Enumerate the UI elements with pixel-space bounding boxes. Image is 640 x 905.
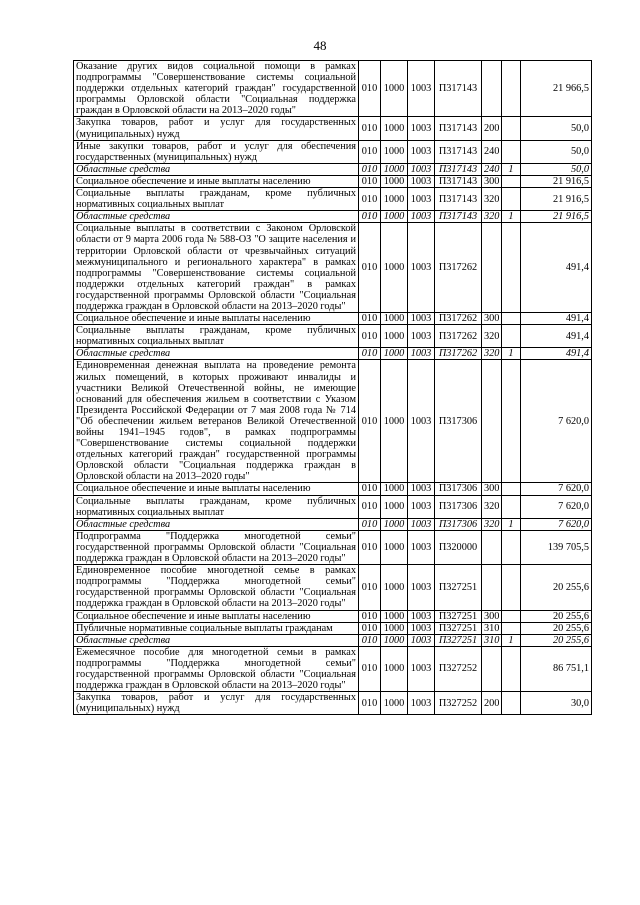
ministry-code: 010 <box>359 483 381 495</box>
target-article-code: П317143 <box>435 140 482 163</box>
table-row <box>74 348 592 360</box>
section-code: 1000 <box>381 348 408 360</box>
funding-source-code <box>502 692 521 715</box>
expense-type-code <box>482 565 502 610</box>
table-row <box>74 211 592 223</box>
funding-source-code <box>502 360 521 483</box>
expense-type-code <box>482 530 502 564</box>
amount: 491,4 <box>521 313 592 325</box>
expense-type-code <box>482 360 502 483</box>
table-row <box>74 646 592 691</box>
row-description: Социальное обеспечение и иные выплаты населению <box>74 483 359 495</box>
funding-source-code <box>502 313 521 325</box>
section-code: 1000 <box>381 610 408 622</box>
funding-source-code <box>502 140 521 163</box>
funding-source-code <box>502 646 521 691</box>
subsection-code: 1003 <box>408 495 435 518</box>
funding-source-code: 1 <box>502 634 521 646</box>
section-code: 1000 <box>381 188 408 211</box>
expense-type-code <box>482 61 502 117</box>
funding-source-code: 1 <box>502 518 521 530</box>
row-description: Ежемесячное пособие для многодетной семьи в рамках подпрограммы "Поддержка многодетной семьи" государственной программы Орловской области "Социальная поддержка граждан в Орловской области на 2013–2020 годы" <box>74 646 359 691</box>
ministry-code: 010 <box>359 211 381 223</box>
table-row <box>74 518 592 530</box>
subsection-code: 1003 <box>408 610 435 622</box>
row-description: Социальное обеспечение и иные выплаты населению <box>74 313 359 325</box>
amount: 20 255,6 <box>521 610 592 622</box>
ministry-code: 010 <box>359 622 381 634</box>
row-description: Социальные выплаты гражданам, кроме публичных нормативных социальных выплат <box>74 325 359 348</box>
table-row <box>74 117 592 140</box>
table-row <box>74 163 592 175</box>
target-article-code: П317306 <box>435 518 482 530</box>
table-row <box>74 175 592 187</box>
expense-type-code: 320 <box>482 518 502 530</box>
ministry-code: 010 <box>359 223 381 313</box>
expense-type-code: 240 <box>482 140 502 163</box>
amount: 20 255,6 <box>521 634 592 646</box>
subsection-code: 1003 <box>408 483 435 495</box>
section-code: 1000 <box>381 565 408 610</box>
target-article-code: П317143 <box>435 175 482 187</box>
target-article-code: П327251 <box>435 634 482 646</box>
section-code: 1000 <box>381 163 408 175</box>
expense-type-code: 310 <box>482 634 502 646</box>
funding-source-code <box>502 188 521 211</box>
amount: 20 255,6 <box>521 622 592 634</box>
amount: 86 751,1 <box>521 646 592 691</box>
target-article-code: П327252 <box>435 692 482 715</box>
funding-source-code <box>502 325 521 348</box>
target-article-code: П327251 <box>435 622 482 634</box>
page-number: 48 <box>313 38 327 53</box>
row-description: Социальное обеспечение и иные выплаты населению <box>74 175 359 187</box>
funding-source-code <box>502 117 521 140</box>
ministry-code: 010 <box>359 530 381 564</box>
amount: 139 705,5 <box>521 530 592 564</box>
table-row <box>74 692 592 715</box>
target-article-code: П327251 <box>435 565 482 610</box>
funding-source-code <box>502 61 521 117</box>
amount: 491,4 <box>521 325 592 348</box>
target-article-code: П317262 <box>435 325 482 348</box>
target-article-code: П327251 <box>435 610 482 622</box>
table-row <box>74 188 592 211</box>
section-code: 1000 <box>381 634 408 646</box>
expense-type-code: 200 <box>482 692 502 715</box>
table-row <box>74 313 592 325</box>
ministry-code: 010 <box>359 325 381 348</box>
row-description: Подпрограмма "Поддержка многодетной семьи" государственной программы Орловской области "Социальная поддержка граждан в Орловской области на 2013–2020 годы" <box>74 530 359 564</box>
funding-source-code: 1 <box>502 348 521 360</box>
section-code: 1000 <box>381 518 408 530</box>
ministry-code: 010 <box>359 610 381 622</box>
amount: 20 255,6 <box>521 565 592 610</box>
funding-source-code <box>502 175 521 187</box>
section-code: 1000 <box>381 175 408 187</box>
subsection-code: 1003 <box>408 313 435 325</box>
amount: 7 620,0 <box>521 518 592 530</box>
ministry-code: 010 <box>359 692 381 715</box>
expense-type-code: 310 <box>482 622 502 634</box>
ministry-code: 010 <box>359 360 381 483</box>
target-article-code: П317262 <box>435 313 482 325</box>
section-code: 1000 <box>381 61 408 117</box>
amount: 21 916,5 <box>521 211 592 223</box>
subsection-code: 1003 <box>408 61 435 117</box>
subsection-code: 1003 <box>408 348 435 360</box>
expense-type-code: 320 <box>482 325 502 348</box>
row-description: Социальные выплаты гражданам, кроме публичных нормативных социальных выплат <box>74 188 359 211</box>
section-code: 1000 <box>381 325 408 348</box>
table-row <box>74 622 592 634</box>
expense-type-code: 320 <box>482 495 502 518</box>
row-description: Социальное обеспечение и иные выплаты населению <box>74 610 359 622</box>
funding-source-code <box>502 223 521 313</box>
subsection-code: 1003 <box>408 163 435 175</box>
subsection-code: 1003 <box>408 634 435 646</box>
row-description: Оказание других видов социальной помощи в рамках подпрограммы "Совершенствование системы социальной поддержки отдельных категорий граждан" государственной программы Орловской области "Социальная поддержка граждан в Орловской области на 2013–2020 годы" <box>74 61 359 117</box>
section-code: 1000 <box>381 117 408 140</box>
subsection-code: 1003 <box>408 622 435 634</box>
table-row <box>74 360 592 483</box>
table-row <box>74 610 592 622</box>
expense-type-code: 200 <box>482 117 502 140</box>
funding-source-code: 1 <box>502 163 521 175</box>
budget-table <box>73 60 592 715</box>
row-description: Областные средства <box>74 348 359 360</box>
amount: 7 620,0 <box>521 495 592 518</box>
section-code: 1000 <box>381 223 408 313</box>
ministry-code: 010 <box>359 117 381 140</box>
funding-source-code <box>502 610 521 622</box>
subsection-code: 1003 <box>408 530 435 564</box>
target-article-code: П317143 <box>435 61 482 117</box>
section-code: 1000 <box>381 495 408 518</box>
expense-type-code: 300 <box>482 175 502 187</box>
target-article-code: П317143 <box>435 163 482 175</box>
subsection-code: 1003 <box>408 518 435 530</box>
ministry-code: 010 <box>359 175 381 187</box>
amount: 7 620,0 <box>521 360 592 483</box>
ministry-code: 010 <box>359 348 381 360</box>
row-description: Публичные нормативные социальные выплаты гражданам <box>74 622 359 634</box>
row-description: Иные закупки товаров, работ и услуг для обеспечения государственных (муниципальных) нужд <box>74 140 359 163</box>
section-code: 1000 <box>381 313 408 325</box>
target-article-code: П317143 <box>435 188 482 211</box>
ministry-code: 010 <box>359 518 381 530</box>
table-row <box>74 140 592 163</box>
target-article-code: П317262 <box>435 223 482 313</box>
amount: 30,0 <box>521 692 592 715</box>
amount: 491,4 <box>521 223 592 313</box>
target-article-code: П317143 <box>435 211 482 223</box>
row-description: Единовременное пособие многодетной семье в рамках подпрограммы "Поддержка многодетной семьи" государственной программы Орловской области "Социальная поддержка граждан в Орловской области на 2013–2020 годы" <box>74 565 359 610</box>
budget-table-body <box>74 61 592 715</box>
expense-type-code: 320 <box>482 211 502 223</box>
funding-source-code <box>502 483 521 495</box>
target-article-code: П327252 <box>435 646 482 691</box>
expense-type-code: 320 <box>482 188 502 211</box>
table-row <box>74 495 592 518</box>
subsection-code: 1003 <box>408 692 435 715</box>
expense-type-code: 240 <box>482 163 502 175</box>
funding-source-code <box>502 565 521 610</box>
target-article-code: П317262 <box>435 348 482 360</box>
subsection-code: 1003 <box>408 175 435 187</box>
subsection-code: 1003 <box>408 565 435 610</box>
section-code: 1000 <box>381 211 408 223</box>
ministry-code: 010 <box>359 188 381 211</box>
table-row <box>74 565 592 610</box>
target-article-code: П317306 <box>435 360 482 483</box>
amount: 21 916,5 <box>521 188 592 211</box>
ministry-code: 010 <box>359 495 381 518</box>
subsection-code: 1003 <box>408 646 435 691</box>
ministry-code: 010 <box>359 634 381 646</box>
amount: 50,0 <box>521 117 592 140</box>
amount: 50,0 <box>521 163 592 175</box>
amount: 21 966,5 <box>521 61 592 117</box>
row-description: Социальные выплаты в соответствии с Законом Орловской области от 9 марта 2006 года № 588-ОЗ "О защите населения и территории Орловской области от чрезвычайных ситуаций межмуниципального и регионального характера" в рамках подпрограммы "Совершенствование системы социальной поддержки отдельных категорий граждан" в рамках государственной программы Орловской области "Социальная поддержка граждан в Орловской области на 2013–2020 годы" <box>74 223 359 313</box>
row-description: Областные средства <box>74 211 359 223</box>
section-code: 1000 <box>381 692 408 715</box>
amount: 50,0 <box>521 140 592 163</box>
subsection-code: 1003 <box>408 360 435 483</box>
section-code: 1000 <box>381 646 408 691</box>
ministry-code: 010 <box>359 61 381 117</box>
subsection-code: 1003 <box>408 211 435 223</box>
amount: 7 620,0 <box>521 483 592 495</box>
expense-type-code: 300 <box>482 483 502 495</box>
table-row <box>74 634 592 646</box>
row-description: Областные средства <box>74 634 359 646</box>
target-article-code: П317143 <box>435 117 482 140</box>
section-code: 1000 <box>381 530 408 564</box>
row-description: Закупка товаров, работ и услуг для государственных (муниципальных) нужд <box>74 117 359 140</box>
row-description: Областные средства <box>74 163 359 175</box>
row-description: Закупка товаров, работ и услуг для государственных (муниципальных) нужд <box>74 692 359 715</box>
ministry-code: 010 <box>359 646 381 691</box>
row-description: Единовременная денежная выплата на проведение ремонта жилых помещений, в которых проживают инвалиды и участники Великой Отечественной войны, не имеющие оснований для обеспечения жильем в соответствии с Указом Президента Российской Федерации от 7 мая 2008 года № 714 "Об обеспечении жильем ветеранов Великой Отечественной войны 1941–1945 годов", в рамках подпрограммы "Совершенствование системы социальной поддержки отдельных категорий граждан" государственной программы Орловской области "Социальная поддержка граждан в Орловской области на 2013–2020 годы" <box>74 360 359 483</box>
target-article-code: П317306 <box>435 483 482 495</box>
funding-source-code <box>502 622 521 634</box>
subsection-code: 1003 <box>408 223 435 313</box>
row-description: Областные средства <box>74 518 359 530</box>
subsection-code: 1003 <box>408 188 435 211</box>
subsection-code: 1003 <box>408 117 435 140</box>
expense-type-code: 320 <box>482 348 502 360</box>
subsection-code: 1003 <box>408 325 435 348</box>
funding-source-code <box>502 495 521 518</box>
amount: 21 916,5 <box>521 175 592 187</box>
section-code: 1000 <box>381 360 408 483</box>
table-row <box>74 325 592 348</box>
expense-type-code: 300 <box>482 313 502 325</box>
expense-type-code: 300 <box>482 610 502 622</box>
table-row <box>74 483 592 495</box>
ministry-code: 010 <box>359 163 381 175</box>
funding-source-code: 1 <box>502 211 521 223</box>
section-code: 1000 <box>381 622 408 634</box>
section-code: 1000 <box>381 140 408 163</box>
target-article-code: П320000 <box>435 530 482 564</box>
expense-type-code <box>482 223 502 313</box>
table-row <box>74 530 592 564</box>
ministry-code: 010 <box>359 565 381 610</box>
funding-source-code <box>502 530 521 564</box>
amount: 491,4 <box>521 348 592 360</box>
expense-type-code <box>482 646 502 691</box>
target-article-code: П317306 <box>435 495 482 518</box>
ministry-code: 010 <box>359 313 381 325</box>
section-code: 1000 <box>381 483 408 495</box>
row-description: Социальные выплаты гражданам, кроме публичных нормативных социальных выплат <box>74 495 359 518</box>
table-row <box>74 61 592 117</box>
subsection-code: 1003 <box>408 140 435 163</box>
ministry-code: 010 <box>359 140 381 163</box>
table-row <box>74 223 592 313</box>
